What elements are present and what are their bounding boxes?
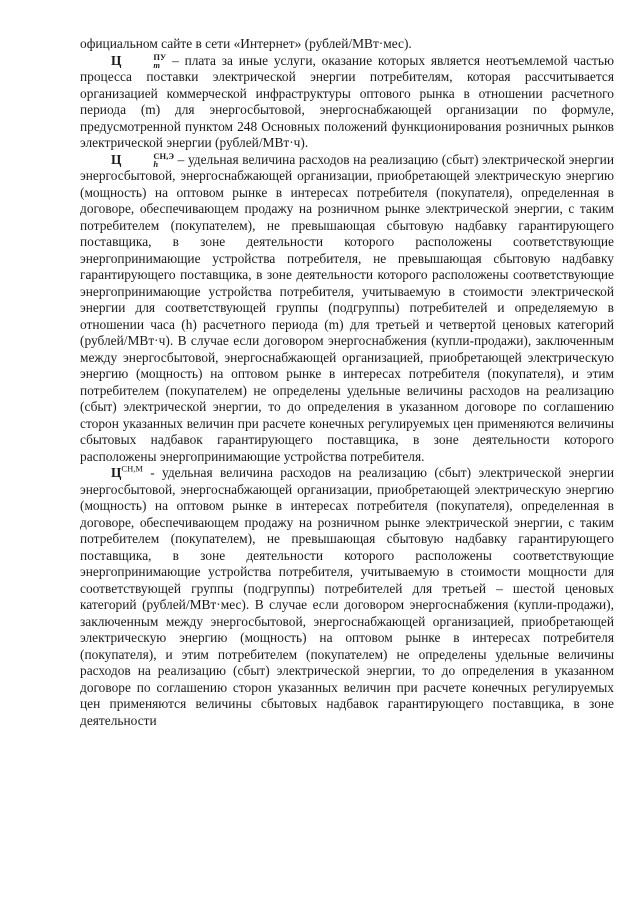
paragraph-ts-sn-m bbox=[80, 465, 614, 729]
paragraph-text: – плата за иные услуги, оказание которых является неотъемлемой частью процесса поставки электрической энергии потребителям, которая рассчитывается организацией коммерческой инфраструктуры оптового рынка в отношении расчетного периода (m) для энергосбытовой, энергоснабжающей организации по формуле, предусмотренной пунктом 248 Основных положений функционирования розничных рынков электрической энергии (рублей/МВт·ч). bbox=[80, 52, 614, 150]
formula-symbol-ts-sn-e: Ц СН,Э h bbox=[111, 150, 175, 169]
formula-symbol-ts-pu: Ц ПУ m bbox=[111, 51, 167, 70]
paragraph-text: – удельная величина расходов на реализацию (сбыт) электрической энергии энергосбытовой, энергоснабжающей организации, приобретающей электрическую энергию (мощность) на оптовом рынке в интересах потребителя (покупателя), определенная в договоре, обеспечивающем продажу на розничном рынке электрической энергии, с таким потребителем (покупателем), не превышающая сбытовую надбавку гарантирующего поставщика, в зоне деятельности которого расположены соответствующие энергопринимающие устройства потребителя, не превышающая сбытовую надбавку гарантирующего поставщика, в зоне деятельности которого расположены соответствующие энергопринимающие устройства потребителя, учитываемую в стоимости электрической энергии для соответствующей группы (подгруппы) потребителей и определяемую в отношении часа (h) расчетного периода (m) для третьей и четвертой ценовых категорий (рублей/МВт·ч). В случае если договором энергоснабжения (купли-продажи), заключенным между энергосбытовой, энергоснабжающей организацией, приобретающей электрическую энергию (мощность) на оптовом рынке в интересах потребителя (покупателя), и этим потребителем (покупателем) не определены удельные величины расходов на реализацию (сбыт) электрической энергии, то до определения в указанном договоре по соглашению сторон указанных величин при расчете конечных регулируемых цен применяются величины сбытовых надбавок гарантирующего поставщика, в зоне деятельности которого расположены энергопринимающие устройства потребителя. bbox=[80, 151, 614, 464]
paragraph-ts-pu bbox=[80, 53, 614, 152]
paragraph-continuation: официальном сайте в сети «Интернет» (рублей/МВт·мес). bbox=[80, 36, 412, 51]
paragraph-ts-sn-e bbox=[80, 152, 614, 466]
formula-symbol-ts-sn-m: $Ц^{СН,М}$ bbox=[111, 463, 143, 480]
paragraph-text: - удельная величина расходов на реализацию (сбыт) электрической энергии энергосбытовой, энергоснабжающей организации, приобретающей электрическую энергию (мощность) на оптовом рынке в интересах потребителя (покупателя), определенная в договоре, обеспечивающем продажу на розничном рынке электрической энергии, с таким потребителем (покупателем), не превышающая сбытовую надбавку гарантирующего поставщика, в зоне деятельности которого расположены соответствующие энергопринимающие устройства потребителя, учитываемую в стоимости мощности для соответствующей группы (подгруппы) потребителей для третьей – шестой ценовых категорий (рублей/МВт·мес). В случае если договором энергоснабжения (купли-продажи), заключенным между энергосбытовой, энергоснабжающей организацией, приобретающей электрическую энергию (мощность) на оптовом рынке в интересах потребителя (покупателя), и этим потребителем (покупателем) не определены удельные величины расходов на реализацию (сбыт) электрической энергии, то до определения в указанном договоре по соглашению сторон указанных величин при расчете конечных регулируемых цен применяются величины сбытовых надбавок гарантирующего поставщика, в зоне деятельности bbox=[80, 465, 614, 728]
